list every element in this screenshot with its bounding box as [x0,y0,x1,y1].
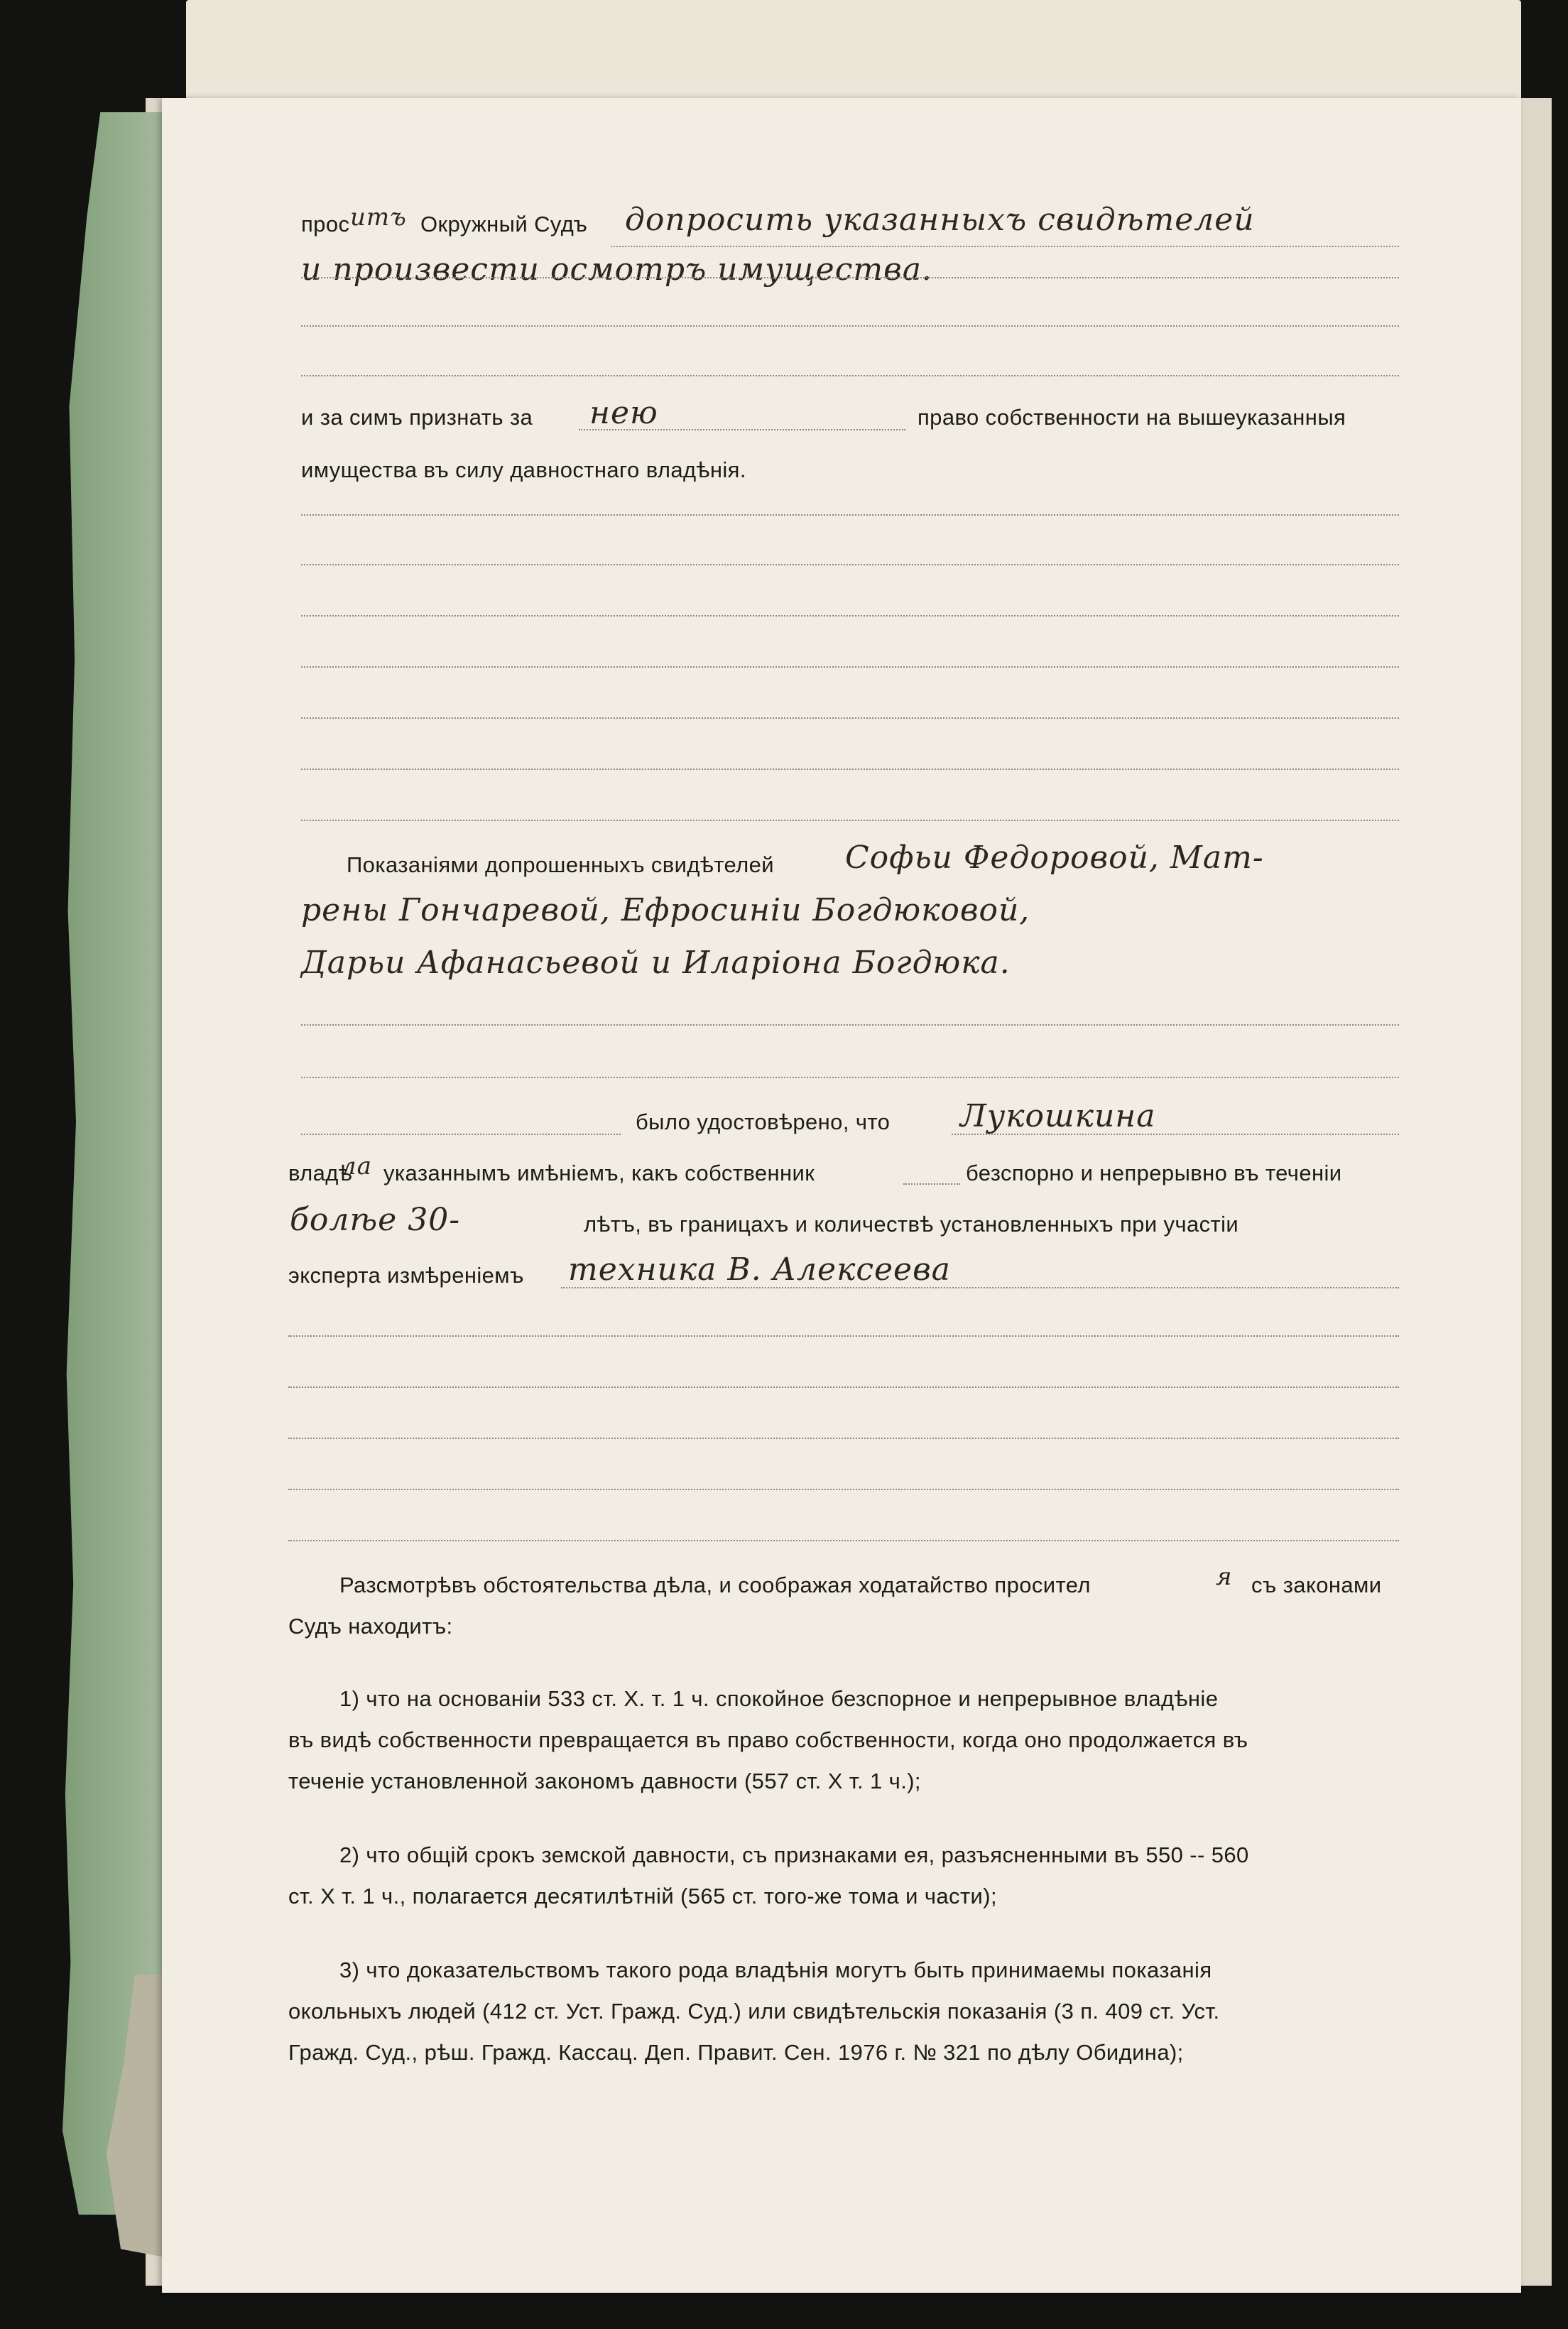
petition-court: Окружный Судъ [420,212,588,237]
dotted-line [301,666,1399,668]
established-printed-text: было удостовѣрено, что [636,1109,891,1134]
dotted-line [301,277,1399,278]
established-possess-ending: ла [341,1152,372,1180]
finding-2-line-2: ст. Х т. 1 ч., полагается десятилѣтній (565 ст. того-же тома и части); [288,1884,998,1909]
dotted-line [301,1077,1399,1078]
finding-3-line-1: 3) что доказательствомъ такого рода владѣнія могутъ быть принимаемы показанія [339,1958,1212,1982]
dotted-line [301,375,1399,376]
finding-3-line-2: окольныхъ людей (412 ст. Уст. Гражд. Суд.) или свидѣтельскія показанія (3 п. 409 ст. Уст. [288,1999,1220,2024]
considering-line1-end: съ законами [1251,1573,1382,1597]
established-handwritten-expert: техника В. Алексеева [568,1252,951,1288]
witnesses-handwritten-line1: Софьи Федоровой, Мат- [845,840,1264,876]
ownership-printed-before: и за симъ признать за [301,405,533,430]
dotted-line [301,769,1399,770]
finding-1-line-3: теченіе установленной закономъ давности (557 ст. Х т. 1 ч.); [288,1769,921,1793]
dotted-line [301,564,1399,565]
witnesses-handwritten-line2: рены Гончаревой, Ефросиніи Богдюковой, [301,892,1030,928]
dotted-line [301,514,1399,516]
established-handwritten-years: болѣе 30- [290,1202,461,1238]
dotted-line [903,1183,960,1185]
witnesses-printed-intro: Показаніями допрошенныхъ свидѣтелей [347,852,774,877]
ownership-handwritten-name: нею [589,395,658,431]
finding-1-line-2: въ видѣ собственности превращается въ право собственности, когда оно продолжается въ [288,1727,1248,1752]
ownership-printed-line2: имущества въ силу давностнаго владѣнія. [301,457,746,482]
finding-2-line-1: 2) что общій срокъ земской давности, съ признаками ея, разъясненными въ 550 -- 560 [339,1842,1249,1867]
petition-handwritten-line2: и произвести осмотръ имущества. [301,251,932,288]
established-expert: эксперта измѣреніемъ [288,1263,524,1288]
petition-handwritten-ending: итъ [350,203,407,232]
finding-3-line-3: Гражд. Суд., рѣш. Гражд. Кассац. Деп. Правит. Сен. 1976 г. № 321 по дѣлу Обидина); [288,2040,1184,2065]
considering-line1-start: Разсмотрѣвъ обстоятельства дѣла, и соображая ходатайство просител [339,1573,1091,1597]
established-possess-rest: указаннымъ имѣніемъ, какъ собственник [383,1161,815,1185]
dotted-line [952,1134,1399,1135]
established-uncontested: безспорно и непрерывно въ теченіи [966,1161,1342,1185]
considering-handwritten-ending: я [1216,1563,1233,1591]
dotted-line [288,1335,1399,1337]
dotted-line [288,1438,1399,1439]
established-years-rest: лѣтъ, въ границахъ и количествѣ установленныхъ при участіи [584,1212,1239,1237]
dotted-line [301,820,1399,821]
dotted-line [288,1386,1399,1388]
dotted-line [301,325,1399,327]
dotted-line [288,1489,1399,1490]
considering-line2: Судъ находитъ: [288,1614,453,1639]
dotted-line [611,246,1399,247]
dotted-line [301,615,1399,617]
petition-printed-start: прос [301,212,350,237]
dotted-line [288,1540,1399,1541]
established-handwritten-name: Лукошкина [960,1098,1156,1134]
dotted-line [301,1024,1399,1026]
witnesses-handwritten-line3: Дарьи Афанасьевой и Иларіона Богдюка. [301,945,1011,981]
finding-1-line-1: 1) что на основаніи 533 ст. Х. т. 1 ч. спокойное безспорное и непрерывное владѣніе [339,1686,1219,1711]
dotted-line [561,1287,1399,1288]
established-possess-start: владѣ [288,1161,353,1185]
dotted-line [579,429,905,430]
dotted-line [301,717,1399,719]
petition-handwritten-line1: допросить указанныхъ свидѣтелей [625,202,1255,238]
ownership-printed-after: право собственности на вышеуказанныя [918,405,1346,430]
dotted-line [301,1134,621,1135]
